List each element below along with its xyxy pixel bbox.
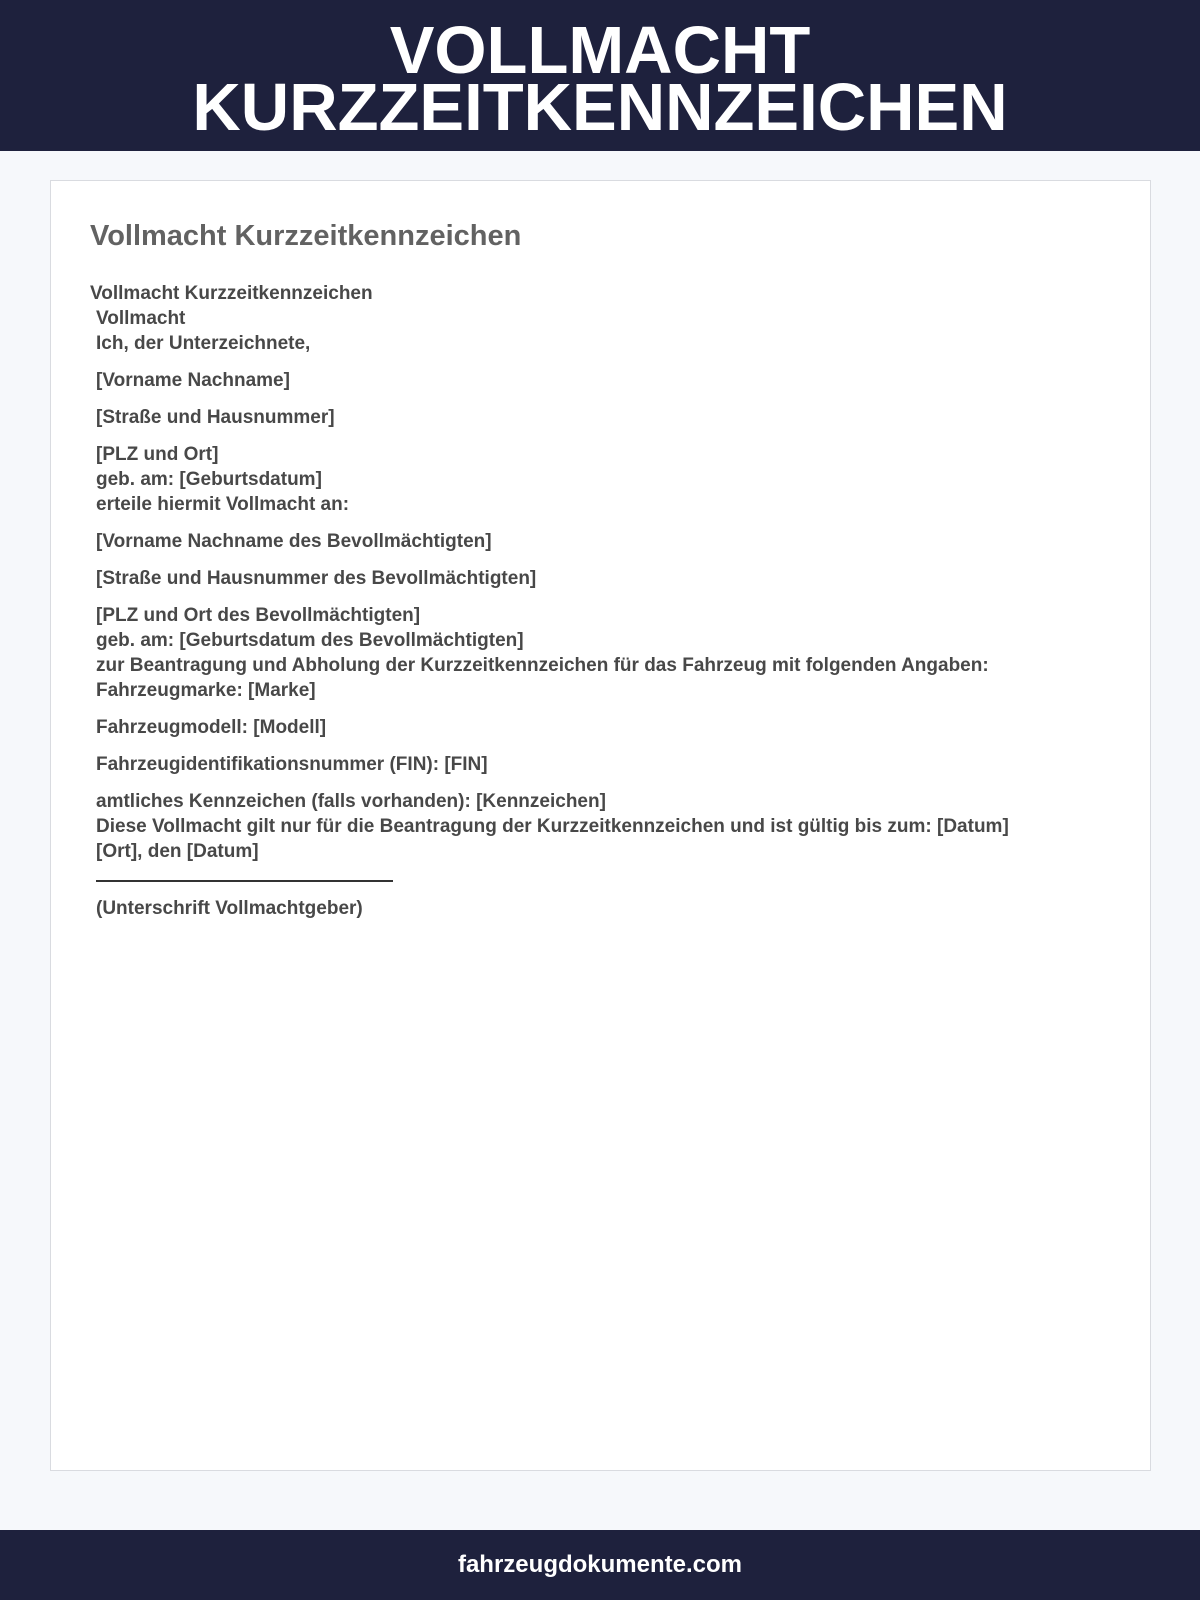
intro-line: Ich, der Unterzeichnete, bbox=[96, 333, 311, 354]
signature-line bbox=[96, 880, 393, 882]
grant-line: erteile hiermit Vollmacht an: bbox=[96, 494, 350, 515]
vehicle-plate-field: amtliches Kennzeichen (falls vorhanden): [Kennzeichen] bbox=[96, 791, 606, 812]
banner-title: VOLLMACHT KURZZEITKENNZEICHEN bbox=[192, 12, 1008, 145]
document-body bbox=[90, 281, 1130, 921]
vehicle-vin-field: Fahrzeugidentifikationsnummer (FIN): [FIN] bbox=[96, 754, 488, 775]
agent-city-field: [PLZ und Ort des Bevollmächtigten] bbox=[96, 605, 421, 626]
grantor-name-field: [Vorname Nachname] bbox=[96, 370, 290, 391]
footer-bar bbox=[0, 1530, 1200, 1600]
purpose-line: zur Beantragung und Abholung der Kurzzeitkennzeichen für das Fahrzeug mit folgenden Angaben: bbox=[96, 655, 989, 676]
agent-street-field: [Straße und Hausnummer des Bevollmächtigten] bbox=[96, 568, 537, 589]
grantor-birth-field: geb. am: [Geburtsdatum] bbox=[96, 469, 322, 490]
document-title-line: Vollmacht Kurzzeitkennzeichen bbox=[90, 283, 373, 304]
document-heading: Vollmacht Kurzzeitkennzeichen bbox=[90, 220, 522, 252]
validity-line: Diese Vollmacht gilt nur für die Beantragung der Kurzzeitkennzeichen und ist gültig bis zum: [Datum] bbox=[96, 816, 1009, 837]
signature-label: (Unterschrift Vollmachtgeber) bbox=[96, 898, 363, 919]
grantor-street-field: [Straße und Hausnummer] bbox=[96, 407, 335, 428]
grantor-city-field: [PLZ und Ort] bbox=[96, 444, 219, 465]
agent-birth-field: geb. am: [Geburtsdatum des Bevollmächtigten] bbox=[96, 630, 524, 651]
title-banner bbox=[0, 0, 1200, 151]
vehicle-model-field: Fahrzeugmodell: [Modell] bbox=[96, 717, 327, 738]
footer-site-link[interactable]: fahrzeugdokumente.com bbox=[457, 1551, 743, 1578]
document-sheet bbox=[50, 180, 1151, 1471]
vollmacht-line: Vollmacht bbox=[96, 308, 186, 329]
place-date-field: [Ort], den [Datum] bbox=[96, 841, 259, 862]
vehicle-make-field: Fahrzeugmarke: [Marke] bbox=[96, 680, 316, 701]
agent-name-field: [Vorname Nachname des Bevollmächtigten] bbox=[96, 531, 492, 552]
